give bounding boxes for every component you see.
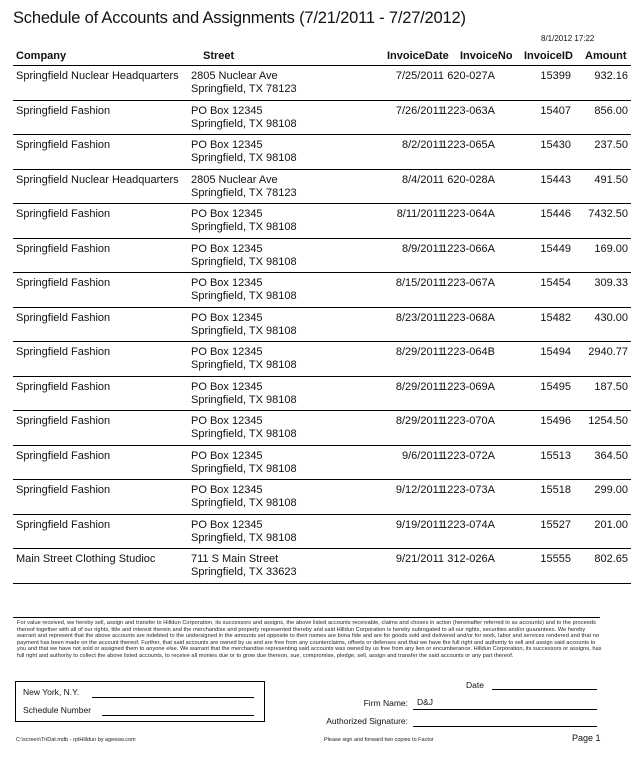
invoice-no-cell: 1223-064A — [441, 208, 495, 220]
table-row — [13, 411, 631, 446]
table-row — [13, 342, 631, 377]
street-line-2: Springfield, TX 33623 — [191, 566, 297, 578]
invoice-no-cell: 1223-068A — [441, 311, 495, 324]
invoice-id-cell: 15446 — [540, 208, 571, 220]
street-line-2: Springfield, TX 98108 — [191, 255, 297, 268]
printed-timestamp: 8/1/2012 17:22 — [541, 34, 595, 43]
street-line-2: Springfield, TX 98108 — [191, 152, 297, 164]
invoice-no-cell: 1223-064B — [441, 346, 495, 358]
invoice-id-cell: 15482 — [540, 311, 571, 324]
legal-divider — [13, 617, 600, 618]
invoice-date-cell: 9/19/2011 — [395, 518, 444, 531]
street-cell — [191, 484, 297, 510]
column-header-company: Company — [16, 50, 67, 62]
table-row — [13, 239, 631, 274]
street-cell — [191, 243, 297, 269]
invoice-id-cell: 15555 — [540, 553, 571, 565]
street-line-2: Springfield, TX 98108 — [191, 359, 297, 371]
street-line-2: Springfield, TX 98108 — [191, 393, 297, 406]
column-header-street: Street — [203, 50, 235, 62]
amount-cell: 201.00 — [594, 518, 628, 531]
amount-cell: 856.00 — [594, 104, 628, 117]
street-cell — [191, 450, 297, 476]
company-cell: Springfield Fashion — [16, 139, 111, 151]
street-line-2: Springfield, TX 78123 — [191, 83, 297, 95]
amount-cell: 7432.50 — [588, 208, 628, 220]
street-cell — [191, 415, 297, 441]
street-line-2: Springfield, TX 98108 — [191, 324, 297, 337]
table-row — [13, 480, 631, 515]
column-header-amount: Amount — [585, 50, 627, 62]
invoice-date-cell: 8/29/2011 — [395, 346, 444, 358]
accounts-table-body — [13, 66, 631, 584]
authorized-signature-line[interactable] — [413, 726, 597, 727]
table-row — [13, 549, 631, 584]
company-cell: Springfield Fashion — [16, 518, 111, 531]
invoice-date-cell: 8/9/2011 — [401, 242, 444, 255]
invoice-no-cell: 1223-065A — [441, 139, 495, 151]
street-line-1: PO Box 12345 — [191, 139, 263, 151]
schedule-info-box — [15, 681, 265, 722]
company-cell: Springfield Fashion — [16, 449, 111, 462]
street-line-1: 711 S Main Street — [191, 553, 279, 565]
amount-cell: 169.00 — [594, 242, 628, 255]
assignment-legal-text: For value received, we hereby sell, assign and transfer to Hilldun Corporation, its successors and assigns, the above listed accounts receivable, claims and choses in action (hereinafter referred to as accounts) and to the proceeds thereof together with all of our rights, title and interest therein and the merchandise and property represented thereby and said Hilldun Corporation is hereby subrogated to all our rights, securities and/or guarantees. We hereby warrant and represent that the above accounts are indebted to the undersigned in the amounts set opposite to their names are bona fide and are for goods sold and delivered and/or for work, labor and services rendered and that no payment has been made on the account thereof. Further, that said accounts are owned by us and are free from any counterclaims, offsets or defenses and that we have the full right and authority to sell and assign said accounts to you and that we have not sold or assigned them to anyone else. We warrant that the merchandise representing said accounts was owned by us free from any lien or encumberance. Hilldun Corporation, its successors or assigns, has full right and authority to collect the above listed accounts, to receive all monies due or to grow due thereon, sue, compromise, pledge, sell, assign and transfer the said accounts or any part thereof. — [17, 620, 602, 659]
invoice-date-cell: 8/11/2011 — [396, 208, 444, 220]
company-cell: Springfield Nuclear Headquarters — [16, 70, 179, 82]
street-cell — [191, 346, 297, 372]
street-line-1: PO Box 12345 — [191, 449, 263, 462]
invoice-no-cell: 1223-070A — [441, 415, 495, 427]
invoice-date-cell: 8/29/2011 — [395, 415, 444, 427]
invoice-date-cell: 8/15/2011 — [395, 277, 444, 289]
invoice-id-cell: 15454 — [540, 277, 571, 289]
street-line-2: Springfield, TX 98108 — [191, 290, 297, 302]
amount-cell: 364.50 — [594, 449, 628, 462]
firm-name-value: D&J — [417, 697, 434, 707]
invoice-no-cell: 1223-074A — [441, 518, 495, 531]
company-cell: Springfield Fashion — [16, 346, 111, 358]
street-cell — [191, 105, 297, 131]
street-cell — [191, 208, 297, 234]
invoice-date-cell: 9/12/2011 — [395, 484, 444, 496]
table-row — [13, 446, 631, 481]
street-cell — [191, 277, 297, 303]
invoice-id-cell: 15496 — [540, 415, 571, 427]
invoice-id-cell: 15494 — [540, 346, 571, 358]
table-row — [13, 204, 631, 239]
schedule-number-label: Schedule Number — [23, 705, 92, 715]
amount-cell: 187.50 — [594, 380, 628, 393]
street-line-2: Springfield, TX 98108 — [191, 428, 297, 440]
firm-name-label: Firm Name: — [363, 698, 408, 708]
amount-cell: 237.50 — [594, 139, 628, 151]
invoice-no-cell: 1223-063A — [441, 104, 495, 117]
invoice-date-cell: 8/29/2011 — [395, 380, 444, 393]
invoice-id-cell: 15513 — [540, 449, 571, 462]
invoice-id-cell: 15443 — [540, 173, 571, 186]
street-line-1: PO Box 12345 — [191, 242, 263, 255]
street-line-1: PO Box 12345 — [191, 104, 263, 117]
table-row — [13, 170, 631, 205]
invoice-date-cell: 8/4/2011 — [401, 173, 444, 186]
amount-cell: 491.50 — [594, 173, 628, 186]
street-line-1: PO Box 12345 — [191, 311, 263, 324]
invoice-id-cell: 15518 — [540, 484, 571, 496]
street-cell — [191, 312, 297, 338]
location-line[interactable] — [92, 697, 254, 698]
street-line-1: PO Box 12345 — [191, 380, 263, 393]
source-footer: C:\screen\TriDat.mdb - rptHilldun by ageesw.com — [16, 737, 136, 743]
street-line-2: Springfield, TX 98108 — [191, 531, 297, 544]
invoice-id-cell: 15399 — [540, 70, 571, 82]
firm-name-line[interactable] — [413, 709, 597, 710]
invoice-id-cell: 15527 — [540, 518, 571, 531]
column-header-invoice-id: InvoiceID — [524, 50, 573, 62]
amount-cell: 802.65 — [594, 553, 628, 565]
street-cell — [191, 174, 297, 200]
company-cell: Springfield Fashion — [16, 242, 111, 255]
company-cell: Springfield Fashion — [16, 415, 111, 427]
street-line-1: PO Box 12345 — [191, 484, 263, 496]
invoice-id-cell: 15495 — [540, 380, 571, 393]
street-cell — [191, 70, 297, 96]
schedule-number-line[interactable] — [102, 715, 254, 716]
report-title: Schedule of Accounts and Assignments (7/21/2011 - 7/27/2012) — [13, 9, 466, 27]
table-row — [13, 515, 631, 550]
street-cell — [191, 553, 297, 579]
invoice-date-cell: 8/23/2011 — [395, 311, 444, 324]
street-line-1: 2805 Nuclear Ave — [191, 70, 278, 82]
street-cell — [191, 381, 297, 407]
date-label: Date — [466, 680, 484, 690]
street-line-1: PO Box 12345 — [191, 346, 263, 358]
company-cell: Springfield Fashion — [16, 208, 111, 220]
page-number: Page 1 — [572, 733, 601, 743]
street-line-2: Springfield, TX 98108 — [191, 462, 297, 475]
company-cell: Main Street Clothing Studioc — [16, 553, 156, 565]
street-line-1: PO Box 12345 — [191, 415, 263, 427]
street-line-1: PO Box 12345 — [191, 518, 263, 531]
company-cell: Springfield Fashion — [16, 104, 111, 117]
amount-cell: 299.00 — [594, 484, 628, 496]
invoice-date-cell: 9/6/2011 — [401, 449, 444, 462]
amount-cell: 932.16 — [594, 70, 628, 82]
street-cell — [191, 139, 297, 165]
invoice-id-cell: 15407 — [540, 104, 571, 117]
street-line-2: Springfield, TX 98108 — [191, 221, 297, 233]
date-line[interactable] — [492, 689, 597, 690]
column-header-invoice-no: InvoiceNo — [460, 50, 513, 62]
invoice-no-cell: 312-026A — [447, 553, 495, 565]
table-row — [13, 66, 631, 101]
location-label: New York, N.Y. — [23, 687, 80, 697]
invoice-no-cell: 620-028A — [447, 173, 495, 186]
table-row — [13, 101, 631, 136]
invoice-date-cell: 8/2/2011 — [401, 139, 444, 151]
invoice-date-cell: 7/25/2011 — [395, 70, 444, 82]
street-line-1: PO Box 12345 — [191, 277, 263, 289]
invoice-no-cell: 1223-066A — [441, 242, 495, 255]
table-row — [13, 308, 631, 343]
amount-cell: 2940.77 — [588, 346, 628, 358]
amount-cell: 1254.50 — [588, 415, 628, 427]
street-line-2: Springfield, TX 78123 — [191, 186, 297, 199]
invoice-no-cell: 1223-069A — [441, 380, 495, 393]
invoice-id-cell: 15449 — [540, 242, 571, 255]
invoice-no-cell: 1223-072A — [441, 449, 495, 462]
street-line-1: PO Box 12345 — [191, 208, 263, 220]
invoice-date-cell: 7/26/2011 — [395, 104, 444, 117]
invoice-no-cell: 620-027A — [447, 70, 495, 82]
company-cell: Springfield Fashion — [16, 311, 111, 324]
invoice-no-cell: 1223-067A — [441, 277, 495, 289]
company-cell: Springfield Fashion — [16, 380, 111, 393]
company-cell: Springfield Fashion — [16, 484, 111, 496]
invoice-no-cell: 1223-073A — [441, 484, 495, 496]
street-line-1: 2805 Nuclear Ave — [191, 173, 278, 186]
column-header-invoice-date: InvoiceDate — [387, 50, 449, 62]
authorized-signature-label: Authorized Signature: — [326, 716, 408, 726]
instruction-footer: Please sign and forward two copies to Factor — [324, 737, 434, 743]
street-line-2: Springfield, TX 98108 — [191, 497, 297, 509]
invoice-id-cell: 15430 — [540, 139, 571, 151]
company-cell: Springfield Nuclear Headquarters — [16, 173, 179, 186]
street-line-2: Springfield, TX 98108 — [191, 117, 297, 130]
table-row — [13, 377, 631, 412]
invoice-date-cell: 9/21/2011 — [395, 553, 444, 565]
table-row — [13, 135, 631, 170]
amount-cell: 309.33 — [594, 277, 628, 289]
street-cell — [191, 519, 297, 545]
table-row — [13, 273, 631, 308]
company-cell: Springfield Fashion — [16, 277, 111, 289]
amount-cell: 430.00 — [594, 311, 628, 324]
